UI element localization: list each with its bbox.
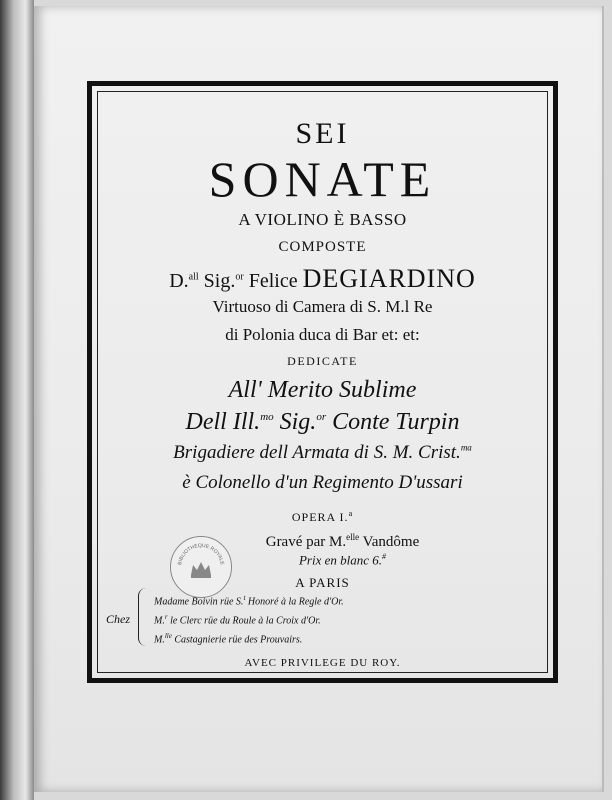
svg-text:BIBLIOTHEQUE ROYALE: BIBLIOTHEQUE ROYALE	[177, 542, 225, 566]
virtuoso-line: Virtuoso di Camera di S. M.l Re	[212, 297, 433, 316]
composer-surname: DEGIARDINO	[302, 264, 476, 293]
polonia-line: di Polonia duca di Bar et: et:	[225, 325, 420, 344]
price-line: Prix en blanc 6.#	[298, 552, 387, 568]
title-sonate: SONATE	[208, 151, 437, 207]
publisher-address-2: M.$^r$ le Clerc rüe du Roule à la Croix d'Or.	[154, 613, 321, 627]
dedication-colonello: è Colonello d'un Regimento D'ussari	[182, 472, 463, 493]
dedication-brigadiere: Brigadiere dell Armata di S. M. Crist.$^{ma}$	[173, 442, 472, 463]
dedication-merito: All' Merito Sublime	[228, 377, 417, 403]
decorative-frame	[87, 81, 558, 683]
composte-label: COMPOSTE	[278, 239, 367, 255]
crown-seal-icon	[171, 537, 231, 597]
publisher-address-3: M.$^{lle}$ Castagnierie rüe des Prouvairs.	[154, 632, 303, 646]
subtitle-instrumentation: A VIOLINO È BASSO	[238, 210, 407, 229]
title-sei: SEI	[295, 117, 350, 150]
publisher-address-1: Madame Boivin rüe S.$^t$ Honoré à la Regle d'Or.	[154, 594, 344, 608]
title-page	[34, 6, 602, 792]
royal-privilege: AVEC PRIVILEGE DU ROY.	[244, 657, 401, 669]
dedicate-label: DEDICATE	[287, 354, 358, 368]
dedication-dedicatee: Dell Ill.$^{mo}$ Sig.$^{or}$ Conte Turpin	[185, 409, 460, 435]
opus-number: OPERA I.$^a$	[291, 509, 354, 524]
facing-page-edge	[0, 0, 34, 800]
composer-line: D.$^{all}$ Sig.$^{or}$ Felice DEGIARDINO	[169, 264, 476, 293]
library-stamp	[170, 536, 232, 598]
inner-frame	[97, 91, 548, 673]
brace-decoration	[138, 588, 149, 646]
place-paris: A PARIS	[295, 575, 350, 590]
chez-label: Chez	[106, 612, 130, 626]
engraver-line: Gravé par M.$^{elle}$ Vandôme	[265, 532, 420, 550]
